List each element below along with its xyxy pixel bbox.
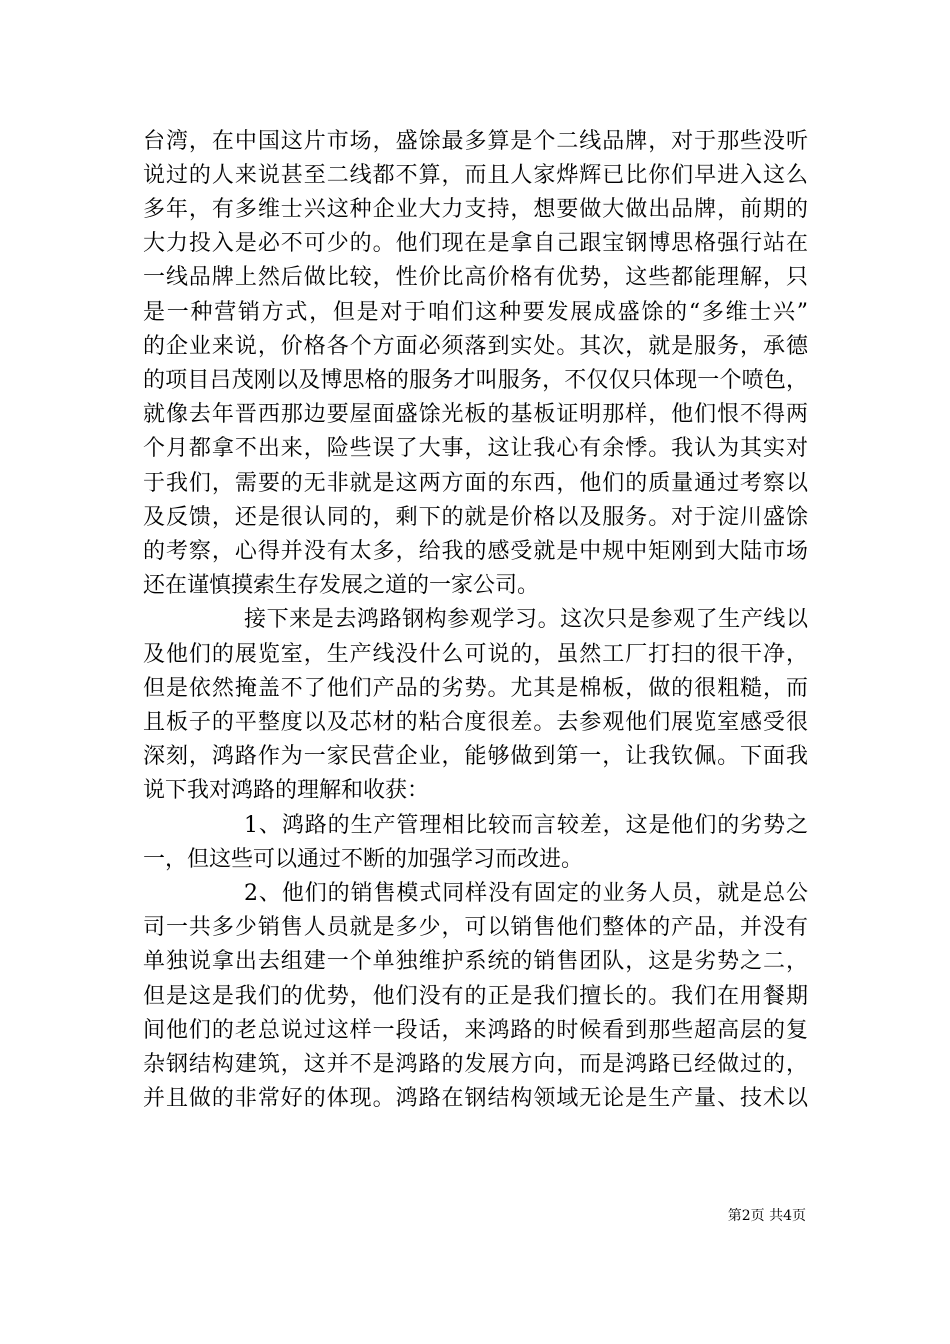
text-line: 还在谨慎摸索生存发展之道的一家公司。 (143, 573, 540, 598)
text-line: 单独说拿出去组建一个单独维护系统的销售团队，这是劣势之二， (143, 949, 808, 974)
text-line: 但是依然掩盖不了他们产品的劣势。尤其是棉板，做的很粗糙，而 (143, 676, 808, 701)
text-line: 深刻，鸿路作为一家民营企业，能够做到第一，让我钦佩。下面我 (143, 744, 808, 769)
text-line: 于我们，需要的无非就是这两方面的东西，他们的质量通过考察以 (143, 471, 808, 496)
text-line: 一线品牌上然后做比较，性价比高价格有优势，这些都能理解，只 (143, 265, 808, 290)
text-line: 2、他们的销售模式同样没有固定的业务人员，就是总公 (244, 881, 808, 906)
text-line: 杂钢结构建筑，这并不是鸿路的发展方向，而是鸿路已经做过的， (143, 1052, 808, 1077)
text-line: 多年，有多维士兴这种企业大力支持，想要做大做出品牌，前期的 (143, 197, 808, 222)
text-line: 间他们的老总说过这样一段话，来鸿路的时候看到那些超高层的复 (143, 1018, 808, 1043)
text-line: 的项目吕茂刚以及博思格的服务才叫服务，不仅仅只体现一个喷色， (143, 368, 808, 393)
text-line: 并且做的非常好的体现。鸿路在钢结构领域无论是生产量、技术以 (143, 1086, 808, 1111)
text-line: 司一共多少销售人员就是多少，可以销售他们整体的产品，并没有 (143, 915, 808, 940)
text-line: 一，但这些可以通过不断的加强学习而改进。 (143, 847, 584, 872)
text-line: 及他们的展览室，生产线没什么可说的，虽然工厂打扫的很干净， (143, 642, 808, 667)
text-line: 及反馈，还是很认同的，剩下的就是价格以及服务。对于淀川盛馀 (143, 505, 808, 530)
text-line: 但是这是我们的优势，他们没有的正是我们擅长的。我们在用餐期 (143, 984, 808, 1009)
text-line: 是一种营销方式，但是对于咱们这种要发展成盛馀的“多维士兴” (143, 300, 808, 325)
text-line: 且板子的平整度以及芯材的粘合度很差。去参观他们展览室感受很 (143, 710, 808, 735)
text-line: 的考察，心得并没有太多，给我的感受就是中规中矩刚到大陆市场 (143, 539, 808, 564)
text-line: 台湾，在中国这片市场，盛馀最多算是个二线品牌，对于那些没听 (143, 129, 808, 154)
text-line: 1、鸿路的生产管理相比较而言较差，这是他们的劣势之 (244, 813, 808, 838)
text-line: 大力投入是必不可少的。他们现在是拿自己跟宝钢博思格强行站在 (143, 231, 808, 256)
text-line: 就像去年晋西那边要屋面盛馀光板的基板证明那样，他们恨不得两 (143, 402, 808, 427)
text-line: 个月都拿不出来，险些误了大事，这让我心有余悸。我认为其实对 (143, 436, 808, 461)
text-line: 说过的人来说甚至二线都不算，而且人家烨辉已比你们早进入这么 (143, 163, 808, 188)
page-number-footer: 第2页 共4页 (727, 1208, 806, 1224)
text-line: 说下我对鸿路的理解和收获： (143, 778, 430, 803)
text-line: 接下来是去鸿路钢构参观学习。这次只是参观了生产线以 (244, 607, 808, 632)
text-line: 的企业来说，价格各个方面必须落到实处。其次，就是服务，承德 (143, 334, 808, 359)
